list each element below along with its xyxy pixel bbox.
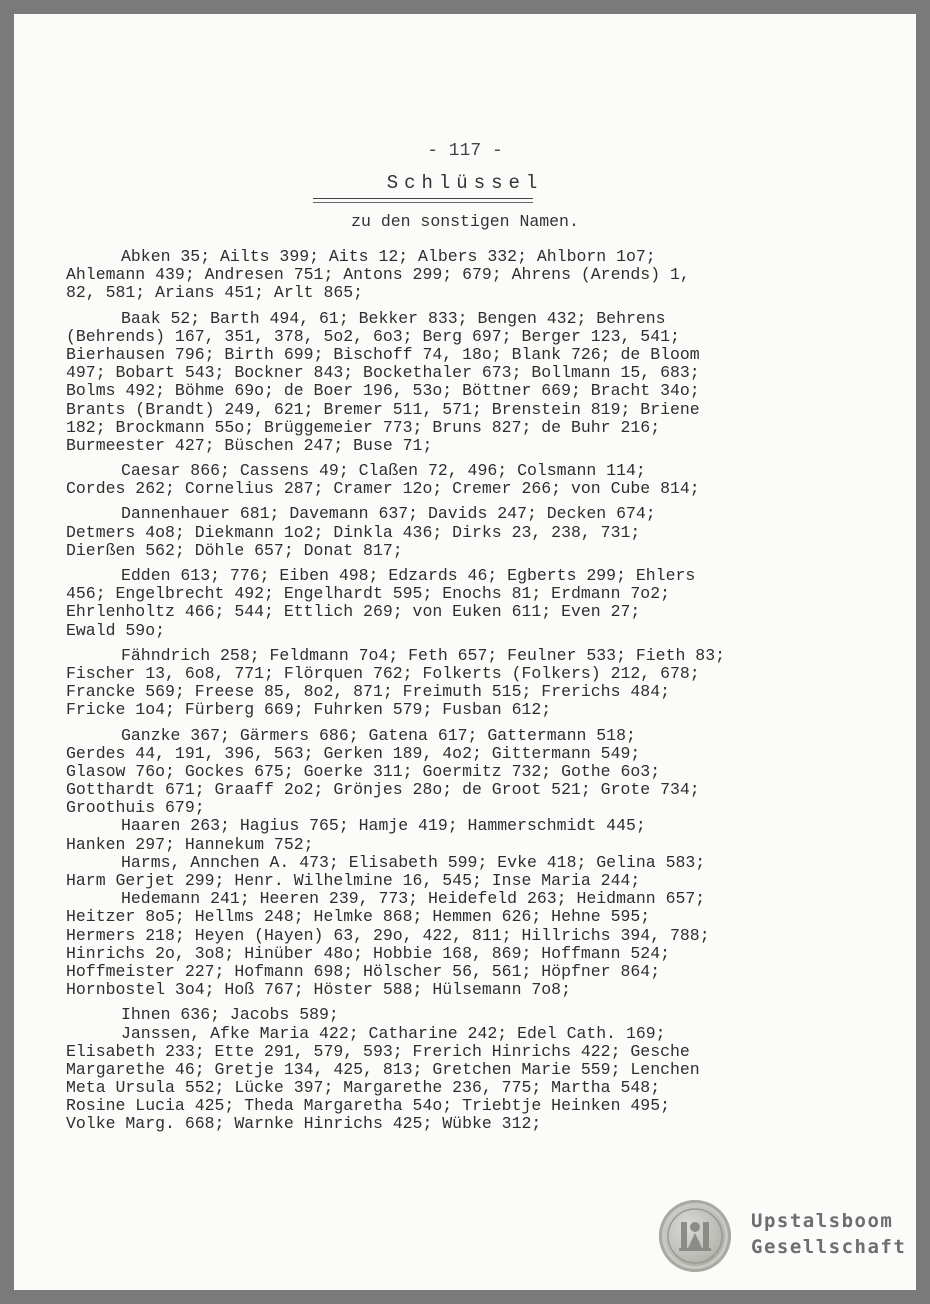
- upstalsboom-seal-icon: [659, 1200, 731, 1272]
- index-paragraph: [66, 462, 811, 498]
- index-line: Baak 52; Barth 494, 61; Bekker 833; Bengen 432; Behrens: [121, 308, 666, 328]
- index-line: Francke 569; Freese 85, 8o2, 871; Freimuth 515; Frerichs 484;: [66, 682, 670, 702]
- index-paragraph: [66, 647, 811, 720]
- logo-line-1: Upstalsboom: [751, 1210, 894, 1232]
- logo-text: [751, 1208, 906, 1260]
- index-line: Janssen, Afke Maria 422; Catharine 242; Edel Cath. 169;: [121, 1023, 666, 1043]
- index-paragraph: [66, 505, 811, 560]
- title-underline: [313, 198, 533, 203]
- page-title: Schlüssel: [386, 172, 544, 194]
- index-line: Bolms 492; Böhme 69o; de Boer 196, 53o; Böttner 669; Bracht 34o;: [66, 381, 700, 401]
- index-paragraph: [66, 817, 811, 999]
- name-index: [66, 248, 811, 1141]
- index-line: Harms, Annchen A. 473; Elisabeth 599; Evke 418; Gelina 583;: [121, 852, 706, 872]
- publisher-logo: [659, 1200, 909, 1274]
- index-paragraph: [66, 1006, 811, 1133]
- index-line: Hanken 297; Hannekum 752;: [66, 834, 314, 854]
- index-line: Dannenhauer 681; Davemann 637; Davids 247; Decken 674;: [121, 504, 656, 524]
- index-line: Hornbostel 3o4; Hoß 767; Höster 588; Hülsemann 7o8;: [66, 980, 571, 1000]
- index-line: Volke Marg. 668; Warnke Hinrichs 425; Wübke 312;: [66, 1114, 542, 1134]
- index-line: Fähndrich 258; Feldmann 7o4; Feth 657; Feulner 533; Fieth 83;: [121, 645, 725, 665]
- index-line: Elisabeth 233; Ette 291, 579, 593; Frerich Hinrichs 422; Gesche: [66, 1041, 690, 1061]
- index-line: Ihnen 636; Jacobs 589;: [121, 1005, 339, 1025]
- index-line: Hoffmeister 227; Hofmann 698; Hölscher 56, 561; Höpfner 864;: [66, 961, 661, 981]
- index-paragraph: [66, 310, 811, 456]
- index-line: Burmeester 427; Büschen 247; Buse 71;: [66, 435, 433, 455]
- index-line: Groothuis 679;: [66, 798, 205, 818]
- index-line: 82, 581; Arians 451; Arlt 865;: [66, 283, 364, 303]
- logo-line-2: Gesellschaft: [751, 1236, 907, 1258]
- index-line: Glasow 76o; Gockes 675; Goerke 311; Goermitz 732; Gothe 6o3;: [66, 761, 661, 781]
- index-line: Bierhausen 796; Birth 699; Bischoff 74, 18o; Blank 726; de Bloom: [66, 344, 700, 364]
- index-line: Ehrlenholtz 466; 544; Ettlich 269; von Euken 611; Even 27;: [66, 602, 641, 622]
- index-line: Brants (Brandt) 249, 621; Bremer 511, 571; Brenstein 819; Briene: [66, 399, 700, 419]
- index-line: Cordes 262; Cornelius 287; Cramer 12o; Cremer 266; von Cube 814;: [66, 479, 700, 499]
- index-line: Fischer 13, 6o8, 771; Flörquen 762; Folkerts (Folkers) 212, 678;: [66, 663, 700, 683]
- index-line: 497; Bobart 543; Bockner 843; Bockethaler 673; Bollmann 15, 683;: [66, 363, 700, 383]
- index-line: Ahlemann 439; Andresen 751; Antons 299; 679; Ahrens (Arends) 1,: [66, 265, 690, 285]
- index-line: Haaren 263; Hagius 765; Hamje 419; Hammerschmidt 445;: [121, 816, 646, 836]
- index-line: 456; Engelbrecht 492; Engelhardt 595; Enochs 81; Erdmann 7o2;: [66, 584, 670, 604]
- index-line: Rosine Lucia 425; Theda Margaretha 54o; Triebtje Heinken 495;: [66, 1096, 670, 1116]
- index-line: Ganzke 367; Gärmers 686; Gatena 617; Gattermann 518;: [121, 725, 636, 745]
- index-line: Hedemann 241; Heeren 239, 773; Heidefeld 263; Heidmann 657;: [121, 889, 706, 909]
- index-line: Caesar 866; Cassens 49; Claßen 72, 496; Colsmann 114;: [121, 461, 646, 481]
- index-paragraph: [66, 248, 811, 303]
- index-line: Ewald 59o;: [66, 620, 166, 640]
- index-line: Hermers 218; Heyen (Hayen) 63, 29o, 422, 811; Hillrichs 394, 788;: [66, 925, 710, 945]
- index-line: Edden 613; 776; Eiben 498; Edzards 46; Egberts 299; Ehlers: [121, 566, 696, 585]
- index-paragraph: [66, 727, 811, 818]
- document-page: [14, 14, 916, 1290]
- index-line: 182; Brockmann 55o; Brüggemeier 773; Bruns 827; de Buhr 216;: [66, 417, 661, 437]
- index-line: Margarethe 46; Gretje 134, 425, 813; Gretchen Marie 559; Lenchen: [66, 1059, 700, 1079]
- index-line: Abken 35; Ailts 399; Aits 12; Albers 332; Ahlborn 1o7;: [121, 247, 656, 266]
- index-line: Heitzer 8o5; Hellms 248; Helmke 868; Hemmen 626; Hehne 595;: [66, 907, 651, 927]
- index-line: Dierßen 562; Döhle 657; Donat 817;: [66, 540, 403, 560]
- index-line: Fricke 1o4; Fürberg 669; Fuhrken 579; Fusban 612;: [66, 700, 552, 720]
- page-number: - 117 -: [427, 141, 503, 161]
- index-line: Hinrichs 2o, 3o8; Hinüber 48o; Hobbie 168, 869; Hoffmann 524;: [66, 943, 670, 963]
- index-line: Gerdes 44, 191, 396, 563; Gerken 189, 4o2; Gittermann 549;: [66, 743, 641, 763]
- index-line: Detmers 4o8; Diekmann 1o2; Dinkla 436; Dirks 23, 238, 731;: [66, 522, 641, 542]
- index-paragraph: [66, 567, 811, 640]
- index-line: (Behrends) 167, 351, 378, 5o2, 6o3; Berg 697; Berger 123, 541;: [66, 326, 680, 346]
- index-line: Meta Ursula 552; Lücke 397; Margarethe 236, 775; Martha 548;: [66, 1078, 661, 1098]
- index-line: Gotthardt 671; Graaff 2o2; Grönjes 28o; de Groot 521; Grote 734;: [66, 780, 700, 800]
- page-subtitle: zu den sonstigen Namen.: [351, 212, 579, 231]
- index-line: Harm Gerjet 299; Henr. Wilhelmine 16, 545; Inse Maria 244;: [66, 871, 641, 890]
